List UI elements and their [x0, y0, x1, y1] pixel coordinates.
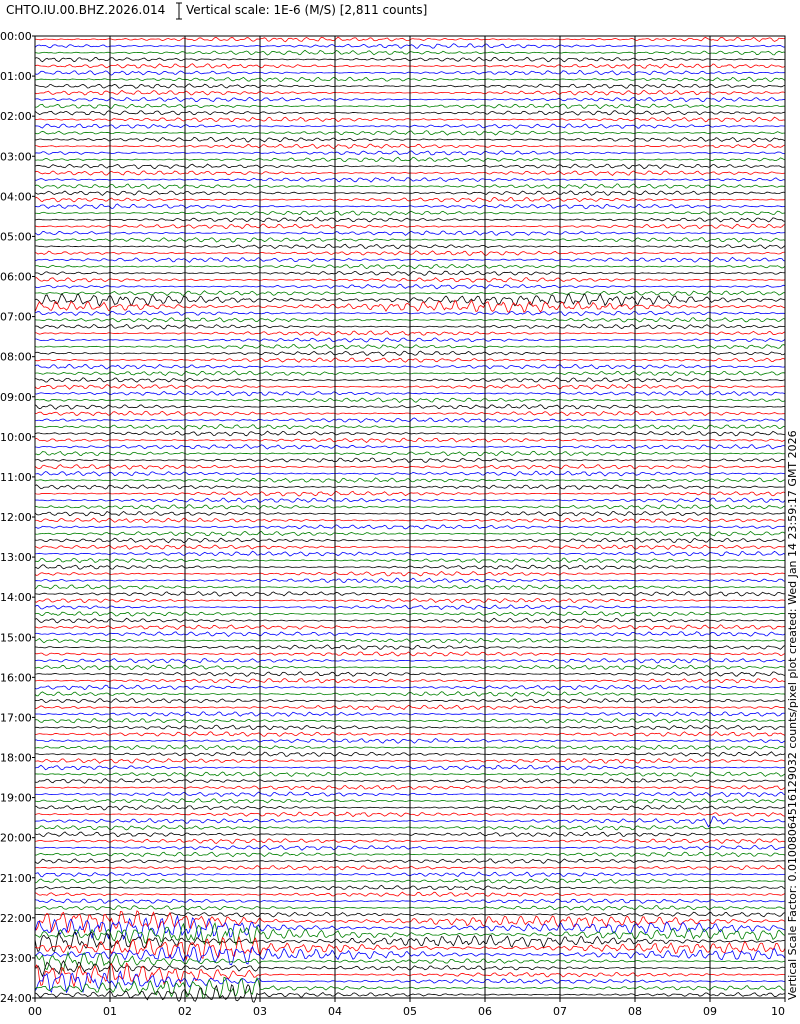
y-tick-label: 18:00	[0, 751, 32, 765]
y-tick-label: 04:00	[0, 190, 32, 204]
y-tick-label: 01:00	[0, 70, 32, 84]
y-tick-label: 15:00	[0, 631, 32, 645]
y-tick-label: 07:00	[0, 310, 32, 324]
y-tick-label: 13:00	[0, 551, 32, 565]
y-tick-label: 05:00	[0, 230, 32, 244]
y-tick-label: 12:00	[0, 511, 32, 524]
y-tick-label: 02:00	[0, 110, 32, 124]
x-tick-label: 05	[403, 1005, 417, 1018]
y-tick-label: 00:00	[0, 30, 32, 43]
y-tick-label: 20:00	[0, 831, 32, 845]
y-tick-label: 03:00	[0, 150, 32, 164]
x-tick-label: 03	[253, 1005, 267, 1018]
y-tick-label: 24:00	[0, 992, 32, 1005]
y-tick-label: 14:00	[0, 591, 32, 605]
vertical-scale-label: Vertical scale: 1E-6 (M/S) [2,811 counts]	[186, 3, 428, 17]
y-tick-label: 06:00	[0, 270, 32, 284]
x-tick-label: 06	[478, 1005, 492, 1018]
y-axis-labels	[0, 30, 35, 1005]
grid-group	[35, 36, 785, 998]
x-tick-label: 02	[178, 1005, 192, 1018]
x-tick-label: 09	[703, 1005, 717, 1018]
y-tick-label: 19:00	[0, 791, 32, 805]
plot-info-note: Vertical Scale Factor: 0.01008064516129032 counts/pixel plot created: Wed Jan 14 23:59:17 GMT 2026	[786, 430, 799, 1000]
x-tick-label: 08	[628, 1005, 642, 1018]
station-label: CHTO.IU.00.BHZ.2026.014	[6, 3, 166, 17]
y-tick-label: 11:00	[0, 470, 32, 484]
x-tick-label: 00	[28, 1005, 42, 1018]
x-tick-label: 04	[328, 1005, 342, 1018]
y-tick-label: 21:00	[0, 871, 32, 885]
y-tick-label: 17:00	[0, 711, 32, 725]
x-tick-label: 10	[771, 1005, 785, 1018]
x-tick-label: 07	[553, 1005, 567, 1018]
y-tick-label: 22:00	[0, 911, 32, 925]
y-tick-label: 16:00	[0, 671, 32, 685]
y-tick-label: 08:00	[0, 350, 32, 364]
x-tick-label: 01	[103, 1005, 117, 1018]
y-tick-label: 09:00	[0, 390, 32, 404]
y-tick-label: 10:00	[0, 430, 32, 444]
y-tick-label: 23:00	[0, 951, 32, 965]
x-axis-labels	[28, 998, 785, 1018]
